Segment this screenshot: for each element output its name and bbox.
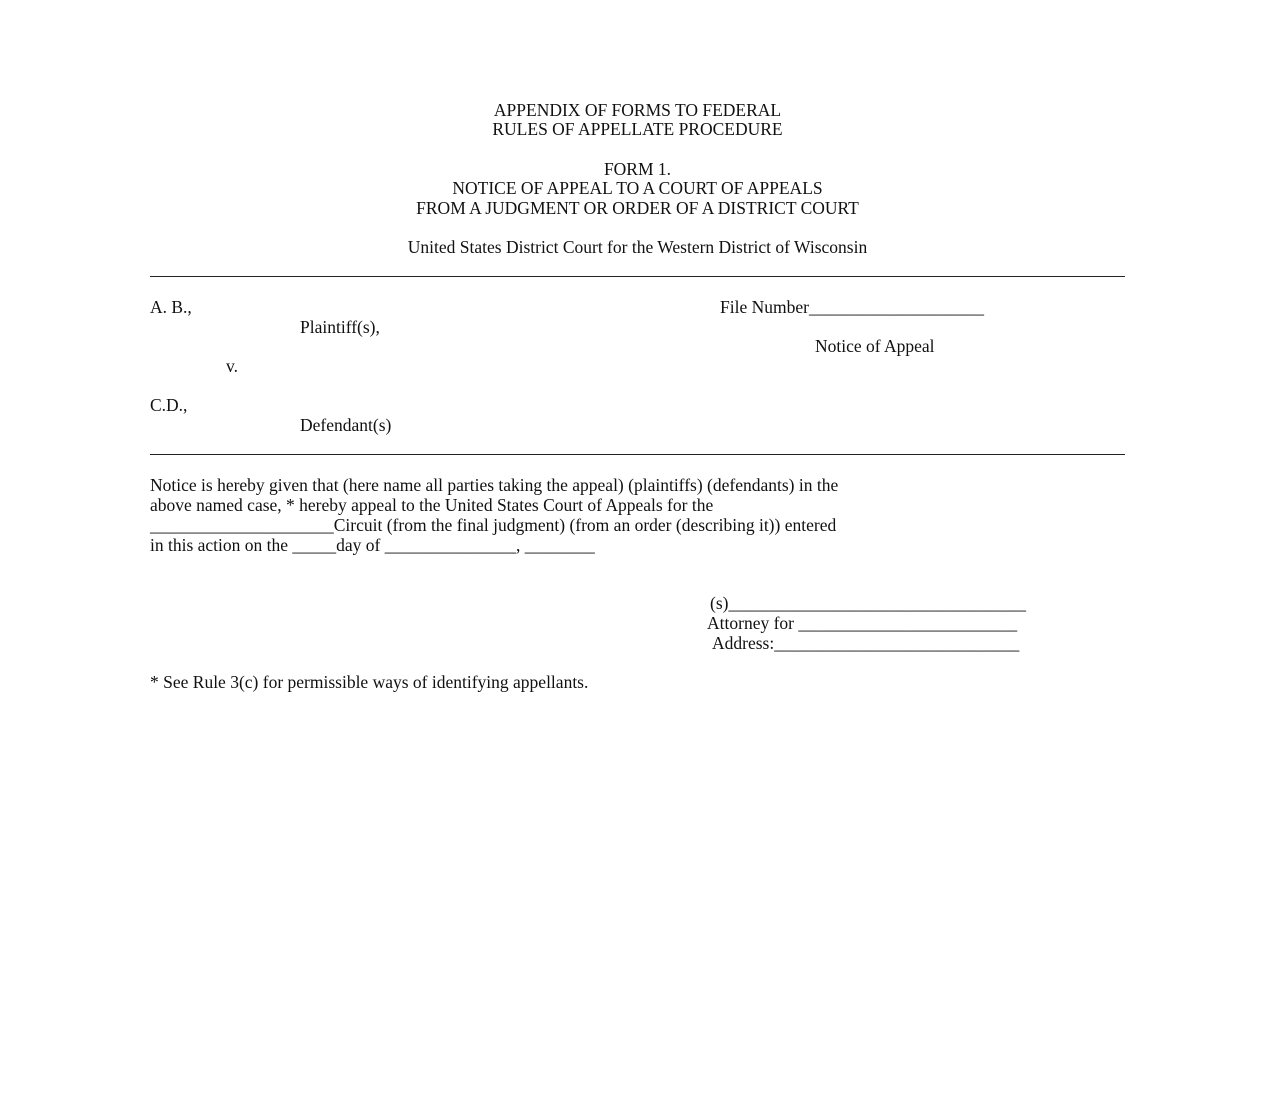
versus-label: v. [226, 356, 238, 376]
appendix-title-line1: APPENDIX OF FORMS TO FEDERAL [493, 100, 782, 120]
form-title-line1: NOTICE OF APPEAL TO A COURT OF APPEALS [452, 178, 823, 198]
file-number-field[interactable]: File Number____________________ [720, 297, 984, 317]
bottom-divider [150, 454, 1125, 455]
address-line[interactable]: Address:____________________________ [712, 633, 1020, 653]
notice-line-2: above named case, * hereby appeal to the United States Court of Appeals for the [150, 495, 714, 515]
plaintiff-role: Plaintiff(s), [300, 317, 380, 337]
notice-line-1: Notice is hereby given that (here name all parties taking the appeal) (plaintiffs) (defendants) in the [150, 475, 839, 495]
plaintiff-name: A. B., [150, 297, 192, 317]
defendant-role: Defendant(s) [300, 415, 392, 435]
document-type: Notice of Appeal [815, 336, 935, 356]
attorney-for-line[interactable]: Attorney for _________________________ [707, 613, 1018, 633]
court-name: United States District Court for the Western District of Wisconsin [407, 237, 868, 257]
top-divider [150, 276, 1125, 277]
notice-line-4[interactable]: in this action on the _____day of _______________, ________ [150, 535, 595, 555]
form-number: FORM 1. [603, 159, 672, 179]
defendant-name: C.D., [150, 395, 188, 415]
signature-line[interactable]: (s)__________________________________ [710, 593, 1026, 613]
footnote: * See Rule 3(c) for permissible ways of identifying appellants. [150, 672, 589, 692]
notice-paragraph [150, 475, 1130, 555]
notice-line-3[interactable]: _____________________Circuit (from the final judgment) (from an order (describing it)) entered [150, 515, 837, 535]
appendix-title-line2: RULES OF APPELLATE PROCEDURE [492, 119, 783, 139]
form-title-line2: FROM A JUDGMENT OR ORDER OF A DISTRICT COURT [416, 198, 859, 218]
